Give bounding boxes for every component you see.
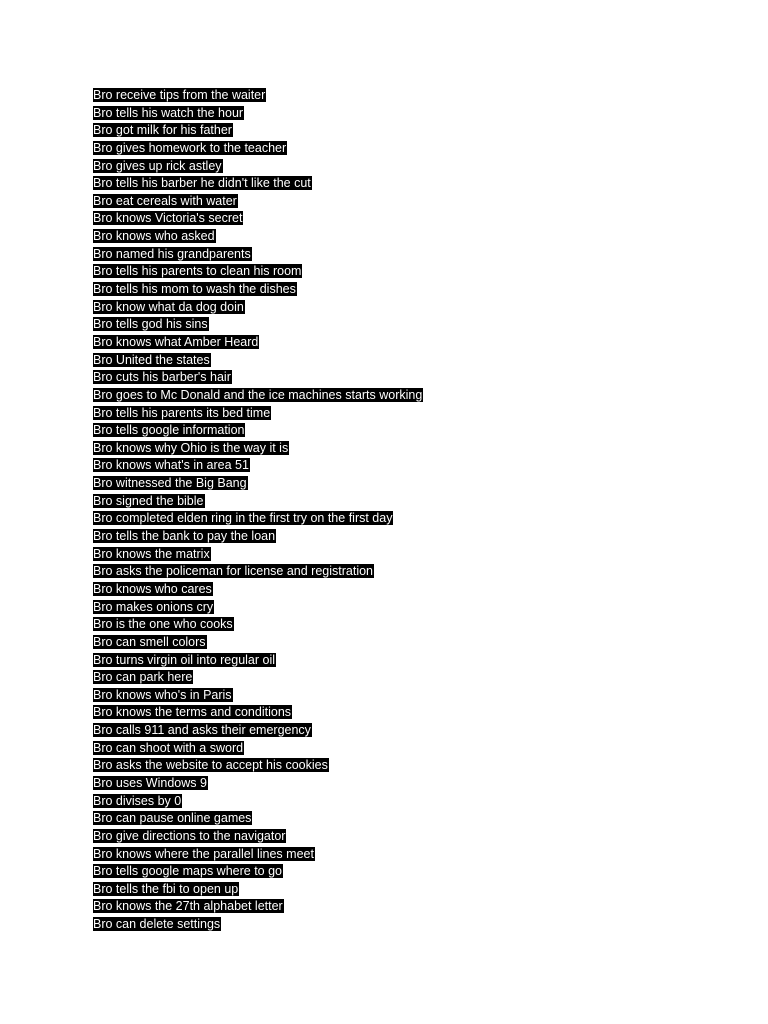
highlighted-text: Bro tells the bank to pay the loan	[93, 529, 276, 544]
highlighted-text: Bro asks the policeman for license and registration	[93, 564, 374, 579]
highlighted-text: Bro knows where the parallel lines meet	[93, 846, 314, 861]
text-line	[93, 421, 423, 439]
text-line	[93, 545, 423, 563]
text-line	[93, 174, 423, 192]
highlighted-text: Bro makes onions cry	[93, 599, 214, 614]
highlighted-text: Bro knows why Ohio is the way it is	[93, 440, 289, 455]
highlighted-text: Bro know what da dog doin	[93, 299, 244, 314]
highlighted-text: Bro can pause online games	[93, 811, 252, 826]
text-line	[93, 368, 423, 386]
text-line	[93, 527, 423, 545]
highlighted-text: Bro tells google information	[93, 423, 245, 438]
text-line-list	[93, 86, 423, 933]
highlighted-text: Bro asks the website to accept his cookies	[93, 758, 328, 773]
highlighted-text: Bro tells his parents its bed time	[93, 405, 271, 420]
highlighted-text: Bro tells the fbi to open up	[93, 881, 239, 896]
highlighted-text: Bro knows the 27th alphabet letter	[93, 899, 283, 914]
highlighted-text: Bro cuts his barber's hair	[93, 370, 231, 385]
highlighted-text: Bro tells google maps where to go	[93, 864, 282, 879]
text-line	[93, 104, 423, 122]
highlighted-text: Bro knows the matrix	[93, 546, 210, 561]
highlighted-text: Bro signed the bible	[93, 493, 204, 508]
text-line	[93, 668, 423, 686]
highlighted-text: Bro knows what Amber Heard	[93, 334, 259, 349]
highlighted-text: Bro divises by 0	[93, 793, 182, 808]
text-line	[93, 492, 423, 510]
text-line	[93, 474, 423, 492]
text-line	[93, 580, 423, 598]
text-line	[93, 333, 423, 351]
highlighted-text: Bro can shoot with a sword	[93, 740, 244, 755]
text-line	[93, 703, 423, 721]
text-line	[93, 598, 423, 616]
text-line	[93, 562, 423, 580]
text-line	[93, 792, 423, 810]
highlighted-text: Bro knows who's in Paris	[93, 687, 232, 702]
highlighted-text: Bro can smell colors	[93, 634, 206, 649]
text-line	[93, 651, 423, 669]
text-line	[93, 827, 423, 845]
highlighted-text: Bro knows who asked	[93, 229, 215, 244]
text-line	[93, 509, 423, 527]
text-line	[93, 298, 423, 316]
text-line	[93, 439, 423, 457]
text-line	[93, 386, 423, 404]
highlighted-text: Bro completed elden ring in the first try on the first day	[93, 511, 393, 526]
highlighted-text: Bro got milk for his father	[93, 123, 232, 138]
text-line	[93, 121, 423, 139]
highlighted-text: Bro tells his parents to clean his room	[93, 264, 302, 279]
highlighted-text: Bro calls 911 and asks their emergency	[93, 723, 311, 738]
text-line	[93, 862, 423, 880]
highlighted-text: Bro goes to Mc Donald and the ice machines starts working	[93, 387, 423, 402]
highlighted-text: Bro turns virgin oil into regular oil	[93, 652, 276, 667]
text-line	[93, 721, 423, 739]
highlighted-text: Bro receive tips from the waiter	[93, 88, 266, 102]
text-line	[93, 774, 423, 792]
highlighted-text: Bro named his grandparents	[93, 246, 251, 261]
text-line	[93, 157, 423, 175]
highlighted-text: Bro tells his mom to wash the dishes	[93, 282, 296, 297]
highlighted-text: Bro can delete settings	[93, 917, 221, 932]
text-line	[93, 756, 423, 774]
highlighted-text: Bro gives up rick astley	[93, 158, 222, 173]
text-line	[93, 633, 423, 651]
text-line	[93, 209, 423, 227]
highlighted-text: Bro tells his barber he didn't like the cut	[93, 176, 311, 191]
text-line	[93, 739, 423, 757]
highlighted-text: Bro tells his watch the hour	[93, 105, 244, 120]
highlighted-text: Bro knows what's in area 51	[93, 458, 249, 473]
text-line	[93, 404, 423, 422]
text-line	[93, 86, 423, 104]
highlighted-text: Bro give directions to the navigator	[93, 828, 286, 843]
text-line	[93, 192, 423, 210]
highlighted-text: Bro knows the terms and conditions	[93, 705, 292, 720]
text-line	[93, 456, 423, 474]
text-line	[93, 315, 423, 333]
text-line	[93, 615, 423, 633]
text-line	[93, 227, 423, 245]
text-line	[93, 245, 423, 263]
highlighted-text: Bro gives homework to the teacher	[93, 140, 287, 155]
text-line	[93, 351, 423, 369]
highlighted-text: Bro United the states	[93, 352, 210, 367]
highlighted-text: Bro uses Windows 9	[93, 775, 207, 790]
highlighted-text: Bro can park here	[93, 670, 193, 685]
text-line	[93, 686, 423, 704]
text-line	[93, 880, 423, 898]
highlighted-text: Bro knows Victoria's secret	[93, 211, 243, 226]
text-line	[93, 280, 423, 298]
text-line	[93, 915, 423, 933]
text-line	[93, 809, 423, 827]
text-line	[93, 139, 423, 157]
text-line	[93, 897, 423, 915]
highlighted-text: Bro tells god his sins	[93, 317, 208, 332]
highlighted-text: Bro is the one who cooks	[93, 617, 233, 632]
highlighted-text: Bro knows who cares	[93, 581, 212, 596]
highlighted-text: Bro eat cereals with water	[93, 193, 237, 208]
text-line	[93, 845, 423, 863]
text-line	[93, 262, 423, 280]
highlighted-text: Bro witnessed the Big Bang	[93, 476, 247, 491]
